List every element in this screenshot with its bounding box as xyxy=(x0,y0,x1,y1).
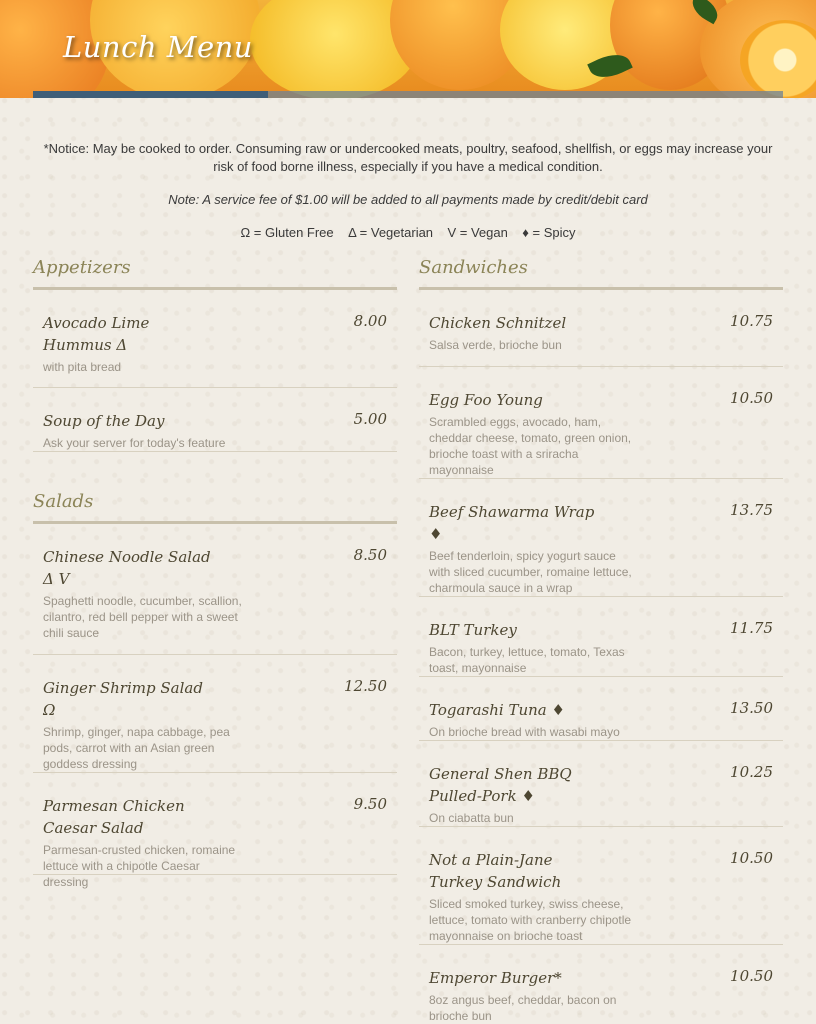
item-price: 10.50 xyxy=(730,389,773,407)
menu-item xyxy=(33,773,397,889)
item-description: Scrambled eggs, avocado, ham, cheddar cheese, tomato, green onion, brioche toast with a sriracha mayonnaise xyxy=(429,415,632,477)
item-description: Bacon, turkey, lettuce, tomato, Texas toast, mayonnaise xyxy=(429,645,625,675)
item-description: On ciabatta bun xyxy=(429,811,514,825)
item-name: Ginger Shrimp Salad Ω xyxy=(43,679,203,719)
item-description: Ask your server for today's feature xyxy=(43,436,226,450)
item-price: 11.75 xyxy=(730,619,773,637)
menu-item xyxy=(419,945,783,1023)
menu-item xyxy=(419,597,783,677)
item-price: 8.50 xyxy=(353,546,387,564)
menu-item xyxy=(419,827,783,945)
menu-item xyxy=(33,655,397,773)
menu-item xyxy=(419,290,783,367)
item-name: Not a Plain-Jane Turkey Sandwich xyxy=(429,851,562,891)
item-description: Parmesan-crusted chicken, romaine lettuce with a chipotle Caesar dressing xyxy=(43,843,236,889)
menu-item xyxy=(419,367,783,479)
item-name: Chicken Schnitzel xyxy=(429,314,567,332)
hero-divider-active xyxy=(33,91,268,98)
menu-item xyxy=(419,479,783,597)
item-price: 13.50 xyxy=(730,699,773,717)
item-price: 8.00 xyxy=(353,312,387,330)
item-name: Emperor Burger* xyxy=(429,969,562,987)
allergy-notice: *Notice: May be cooked to order. Consuming raw or undercooked meats, poultry, seafood, shellfish, or eggs may increase your risk of food borne illness, especially if you have a medical condition. xyxy=(43,141,773,174)
item-price: 5.00 xyxy=(353,410,387,428)
item-name: Togarashi Tuna ♦ xyxy=(429,701,565,719)
item-description: Shrimp, ginger, napa cabbage, pea pods, carrot with an Asian green goddess dressing xyxy=(43,725,230,771)
right-column xyxy=(419,256,783,1023)
item-name: Avocado Lime Hummus Δ xyxy=(43,314,150,354)
menu-item xyxy=(33,388,397,452)
menu-item xyxy=(419,677,783,741)
item-price: 10.50 xyxy=(730,967,773,985)
item-price: 9.50 xyxy=(353,795,387,813)
hero-banner xyxy=(0,0,816,98)
item-description: Salsa verde, brioche bun xyxy=(429,338,562,352)
appetizers-section xyxy=(33,256,397,452)
sandwiches-section xyxy=(419,256,783,1023)
orange-slice-image xyxy=(740,20,816,98)
salads-section xyxy=(33,490,397,889)
item-price: 10.75 xyxy=(730,312,773,330)
hero-divider-bar xyxy=(33,91,783,98)
section-title-sandwiches: Sandwiches xyxy=(419,256,783,290)
item-name: Soup of the Day xyxy=(43,412,165,430)
item-description: Spaghetti noodle, cucumber, scallion, cilantro, red bell pepper with a sweet chili sauce xyxy=(43,594,242,640)
menu-item xyxy=(419,741,783,827)
item-price: 10.50 xyxy=(730,849,773,867)
item-name: BLT Turkey xyxy=(429,621,517,639)
item-name: Chinese Noodle Salad Δ V xyxy=(43,548,211,588)
item-price: 13.75 xyxy=(730,501,773,519)
section-title-appetizers: Appetizers xyxy=(33,256,397,290)
item-name: Parmesan Chicken Caesar Salad xyxy=(43,797,185,837)
left-column xyxy=(33,256,397,889)
menu-item xyxy=(33,524,397,655)
item-description: Sliced smoked turkey, swiss cheese, lettuce, tomato with cranberry chipotle mayonnaise on brioche toast xyxy=(429,897,632,943)
page-title: Lunch Menu xyxy=(63,30,253,64)
menu-item xyxy=(33,290,397,388)
item-description: with pita bread xyxy=(43,360,122,374)
service-fee-note: Note: A service fee of $1.00 will be added to all payments made by credit/debit card xyxy=(168,192,648,207)
item-name: General Shen BBQ Pulled-Pork ♦ xyxy=(429,765,572,805)
dietary-legend: Ω = Gluten Free Δ = Vegetarian V = Vegan ♦ = Spicy xyxy=(240,225,576,240)
item-price: 12.50 xyxy=(344,677,387,695)
item-description: Beef tenderloin, spicy yogurt sauce with sliced cucumber, romaine lettuce, charmoula sauce in a wrap xyxy=(429,549,632,595)
item-name: Beef Shawarma Wrap ♦ xyxy=(429,503,595,543)
item-name: Egg Foo Young xyxy=(429,391,543,409)
notices xyxy=(33,140,783,242)
item-description: 8oz angus beef, cheddar, bacon on brioche bun xyxy=(429,993,617,1023)
section-title-salads: Salads xyxy=(33,490,397,524)
item-description: On brioche bread with wasabi mayo xyxy=(429,725,620,739)
item-price: 10.25 xyxy=(730,763,773,781)
